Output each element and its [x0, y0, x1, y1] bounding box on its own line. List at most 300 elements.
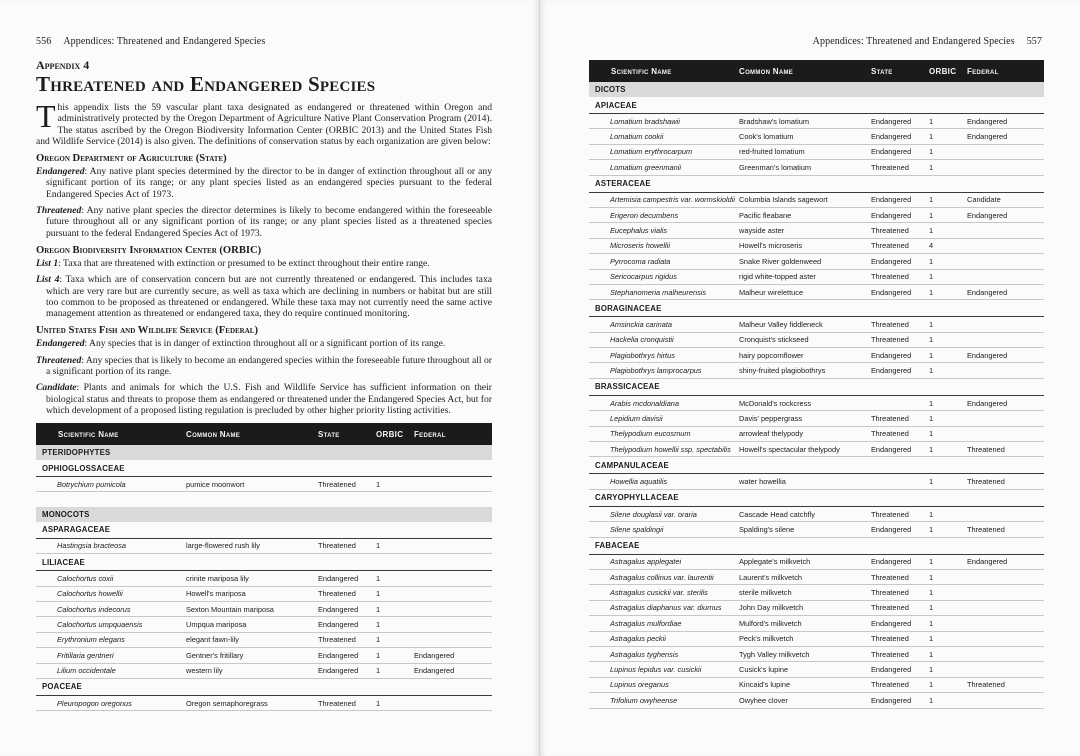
state-status-cell: Endangered: [871, 554, 929, 569]
federal-status-cell: [967, 646, 1044, 661]
table-row: [589, 693, 1044, 708]
federal-status-cell: [414, 601, 492, 616]
orbic-status-cell: 1: [376, 477, 414, 492]
definition-federal-candidate: [36, 382, 492, 416]
table-header-row: [589, 60, 1044, 82]
state-status-cell: Threatened: [318, 538, 376, 553]
table-row: [36, 695, 492, 710]
federal-status-cell: [967, 600, 1044, 615]
right-running-head: [813, 36, 1042, 47]
orbic-status-cell: 1: [376, 586, 414, 601]
table-row: [589, 395, 1044, 410]
table-row: [36, 648, 492, 663]
federal-status-cell: [414, 571, 492, 586]
header-common-name: Common Name: [186, 423, 318, 445]
species-table-left: [36, 423, 492, 711]
scientific-name-cell: Artemisia campestris var. wormskioldii: [589, 192, 739, 207]
scientific-name-cell: Botrychium pumicola: [36, 477, 186, 492]
federal-status-cell: Endangered: [967, 348, 1044, 363]
federal-status-cell: [967, 426, 1044, 441]
scientific-name-cell: Howellia aquatilis: [589, 474, 739, 489]
orbic-status-cell: 1: [929, 631, 967, 646]
header-orbic: ORBIC: [376, 423, 414, 445]
scientific-name-cell: Lomatium erythrocarpum: [589, 144, 739, 159]
state-status-cell: Threatened: [871, 646, 929, 661]
family-header-row: [589, 97, 1044, 114]
common-name-cell: Malheur wirelettuce: [739, 284, 871, 299]
state-status-cell: Endangered: [871, 192, 929, 207]
header-state: State: [871, 60, 929, 82]
scientific-name-cell: Amsinckia carinata: [589, 317, 739, 332]
state-status-cell: Threatened: [871, 223, 929, 238]
table-row: [36, 601, 492, 616]
family-label: CARYOPHYLLACEAE: [589, 489, 1044, 506]
scientific-name-cell: Lomatium bradshawii: [589, 114, 739, 129]
scientific-name-cell: Lupinus oreganus: [589, 677, 739, 692]
orbic-status-cell: 1: [929, 317, 967, 332]
section-heading-orbic: Oregon Biodiversity Information Center (ORBIC): [36, 244, 262, 256]
drop-cap: T: [36, 98, 56, 134]
state-status-cell: Threatened: [318, 632, 376, 647]
state-status-cell: Threatened: [871, 426, 929, 441]
state-status-cell: Threatened: [871, 317, 929, 332]
family-header-row: [36, 460, 492, 477]
definition-orbic-list4: [36, 274, 492, 319]
federal-status-cell: [967, 317, 1044, 332]
table-row: [589, 332, 1044, 347]
federal-status-cell: Endangered: [967, 284, 1044, 299]
header-federal: Federal: [414, 423, 492, 445]
table-row: [589, 129, 1044, 144]
orbic-status-cell: 1: [929, 207, 967, 222]
common-name-cell: Bradshaw's lomatium: [739, 114, 871, 129]
family-label: BRASSICACEAE: [589, 378, 1044, 395]
family-label: BORAGINACEAE: [589, 300, 1044, 317]
common-name-cell: rigid white-topped aster: [739, 269, 871, 284]
common-name-cell: Cook's lomatium: [739, 129, 871, 144]
state-status-cell: Endangered: [871, 693, 929, 708]
state-status-cell: Threatened: [871, 600, 929, 615]
common-name-cell: Cusick's lupine: [739, 662, 871, 677]
table-row: [589, 223, 1044, 238]
orbic-status-cell: 1: [929, 506, 967, 521]
federal-status-cell: [967, 662, 1044, 677]
state-status-cell: Endangered: [871, 363, 929, 378]
table-header-row: [36, 423, 492, 445]
orbic-status-cell: 1: [929, 677, 967, 692]
state-status-cell: Threatened: [871, 160, 929, 175]
orbic-status-cell: 1: [929, 284, 967, 299]
state-status-cell: Endangered: [318, 648, 376, 663]
scientific-name-cell: Calochortus indecorus: [36, 601, 186, 616]
state-status-cell: Endangered: [871, 662, 929, 677]
orbic-status-cell: 1: [929, 442, 967, 457]
common-name-cell: Columbia Islands sagewort: [739, 192, 871, 207]
federal-status-cell: [967, 363, 1044, 378]
scientific-name-cell: Astragalus diaphanus var. diurnus: [589, 600, 739, 615]
common-name-cell: Greenman's lomatium: [739, 160, 871, 175]
orbic-status-cell: 1: [929, 426, 967, 441]
federal-status-cell: Endangered: [967, 207, 1044, 222]
orbic-status-cell: 1: [929, 269, 967, 284]
definition-orbic-list1: [36, 258, 492, 269]
table-row: [589, 426, 1044, 441]
definition-term: Threatened: [36, 205, 82, 217]
table-row: [589, 506, 1044, 521]
scientific-name-cell: Calochortus umpquaensis: [36, 617, 186, 632]
right-running-head-title: Appendices: Threatened and Endangered Species: [812, 36, 1015, 47]
common-name-cell: Howell's microseris: [739, 238, 871, 253]
group-label: MONOCOTS: [36, 507, 492, 522]
scientific-name-cell: Lomatium cookii: [589, 129, 739, 144]
common-name-cell: Umpqua mariposa: [186, 617, 318, 632]
family-header-row: [36, 678, 492, 695]
orbic-status-cell: 1: [376, 617, 414, 632]
definition-text: : Taxa that are threatened with extinction or presumed to be extinct throughout their entire range.: [58, 257, 430, 269]
definition-text: : Taxa which are of conservation concern but are not currently threatened or endangered. This includes taxa which are very rare but are currently secure, as well as taxa which are declining in numbers or habitat but are still too common to be proposed as threatened or endangered. While these taxa may not currently need the same active management attention as threatened or endangered taxa, they do require continued monitoring.: [46, 274, 492, 320]
orbic-status-cell: 1: [929, 160, 967, 175]
group-header-row: [36, 507, 492, 522]
table-row: [589, 631, 1044, 646]
spacer-row: [36, 492, 492, 507]
orbic-status-cell: 1: [376, 695, 414, 710]
scientific-name-cell: Lupinus lepidus var. cusickii: [589, 662, 739, 677]
federal-status-cell: Endangered: [967, 114, 1044, 129]
scientific-name-cell: Stephanomeria malheurensis: [589, 284, 739, 299]
family-label: LILIACEAE: [36, 554, 492, 571]
federal-status-cell: [967, 693, 1044, 708]
federal-status-cell: [414, 586, 492, 601]
common-name-cell: pumice moonwort: [186, 477, 318, 492]
state-status-cell: Endangered: [871, 348, 929, 363]
federal-status-cell: [967, 160, 1044, 175]
intro-text: his appendix lists the 59 vascular plant taxa designated as endangered or threatened within Oregon and administratively protected by the Oregon Department of Agriculture Native Plant Conservation Program (2014). The status ascribed by the Oregon Biodiversity Information Center (ORBIC 2013) and the United States Fish and Wildlife Service (2014) is also given. The definitions of conservation status by each organization are given below:: [36, 102, 492, 147]
common-name-cell: hairy popcornflower: [739, 348, 871, 363]
table-row: [589, 192, 1044, 207]
common-name-cell: Kincaid's lupine: [739, 677, 871, 692]
orbic-status-cell: 1: [376, 601, 414, 616]
table-row: [589, 254, 1044, 269]
common-name-cell: Oregon semaphoregrass: [186, 695, 318, 710]
definition-term: Candidate: [36, 382, 77, 394]
federal-status-cell: [967, 254, 1044, 269]
federal-status-cell: [967, 332, 1044, 347]
state-status-cell: Threatened: [871, 585, 929, 600]
definition-text: : Any species that is in danger of extinction throughout all or a significant portion of its range.: [84, 338, 446, 350]
right-page-number: 557: [1026, 36, 1042, 47]
group-header-row: [589, 82, 1044, 97]
family-label: OPHIOGLOSSACEAE: [36, 460, 492, 477]
scientific-name-cell: Thelypodium eucosmum: [589, 426, 739, 441]
definition-text: : Plants and animals for which the U.S. Fish and Wildlife Service has sufficient information on their biological status and threats to propose them as endangered or threatened under the Endangered Species Act, but for which development of a proposed listing regulation is precluded by other higher priority listing activities.: [46, 382, 492, 416]
definition-term: Threatened: [36, 354, 82, 366]
federal-status-cell: Candidate: [967, 192, 1044, 207]
scientific-name-cell: Astragalus applegatei: [589, 554, 739, 569]
orbic-status-cell: 1: [929, 474, 967, 489]
state-status-cell: Threatened: [871, 631, 929, 646]
table-row: [36, 617, 492, 632]
state-status-cell: Threatened: [871, 677, 929, 692]
table-row: [589, 474, 1044, 489]
scientific-name-cell: Pyrrocoma radiata: [589, 254, 739, 269]
federal-status-cell: [967, 631, 1044, 646]
federal-status-cell: [967, 144, 1044, 159]
orbic-status-cell: 1: [929, 585, 967, 600]
definition-term: Endangered: [36, 338, 85, 350]
scientific-name-cell: Arabis mcdonaldiana: [589, 395, 739, 410]
state-status-cell: Endangered: [318, 571, 376, 586]
appendix-text: [36, 58, 492, 421]
scientific-name-cell: Astragalus peckii: [589, 631, 739, 646]
state-status-cell: Endangered: [871, 284, 929, 299]
orbic-status-cell: 1: [929, 114, 967, 129]
table-row: [36, 538, 492, 553]
left-page-number: 556: [36, 36, 52, 47]
orbic-status-cell: 1: [376, 632, 414, 647]
common-name-cell: John Day milkvetch: [739, 600, 871, 615]
definition-term: List 1: [36, 257, 59, 269]
definition-text: : Any species that is likely to become an endangered species within the foreseeable future throughout all or a significant portion of its range.: [46, 354, 492, 378]
orbic-status-cell: 1: [929, 554, 967, 569]
orbic-status-cell: 1: [929, 411, 967, 426]
common-name-cell: shiny-fruited plagiobothrys: [739, 363, 871, 378]
scientific-name-cell: Trifolium owyheense: [589, 693, 739, 708]
federal-status-cell: Threatened: [967, 442, 1044, 457]
state-status-cell: [871, 395, 929, 410]
orbic-status-cell: 1: [929, 522, 967, 537]
header-scientific-name: Scientific Name: [36, 423, 186, 445]
table-row: [589, 348, 1044, 363]
table-row: [589, 522, 1044, 537]
state-status-cell: Threatened: [871, 238, 929, 253]
orbic-status-cell: 1: [929, 395, 967, 410]
common-name-cell: Cascade Head catchfly: [739, 506, 871, 521]
scientific-name-cell: Plagiobothrys lamprocarpus: [589, 363, 739, 378]
header-federal: Federal: [967, 60, 1044, 82]
common-name-cell: wayside aster: [739, 223, 871, 238]
state-status-cell: Endangered: [871, 207, 929, 222]
orbic-status-cell: 1: [929, 616, 967, 631]
definition-federal-threatened: [36, 355, 492, 378]
common-name-cell: Mulford's milkvetch: [739, 616, 871, 631]
scientific-name-cell: Astragalus tyghensis: [589, 646, 739, 661]
family-label: ASTERACEAE: [589, 175, 1044, 192]
state-status-cell: Threatened: [871, 332, 929, 347]
family-header-row: [36, 554, 492, 571]
orbic-status-cell: 1: [376, 663, 414, 678]
common-name-cell: Spalding's silene: [739, 522, 871, 537]
table-row: [589, 284, 1044, 299]
scientific-name-cell: Erigeron decumbens: [589, 207, 739, 222]
definition-federal-endangered: [36, 338, 492, 349]
common-name-cell: western lily: [186, 663, 318, 678]
state-status-cell: Endangered: [871, 522, 929, 537]
scientific-name-cell: Eucephalus vialis: [589, 223, 739, 238]
table-row: [589, 207, 1044, 222]
orbic-status-cell: 1: [376, 538, 414, 553]
common-name-cell: large-flowered rush lily: [186, 538, 318, 553]
common-name-cell: Laurent's milkvetch: [739, 569, 871, 584]
table-row: [36, 586, 492, 601]
common-name-cell: water howellia: [739, 474, 871, 489]
common-name-cell: Tygh Valley milkvetch: [739, 646, 871, 661]
state-status-cell: Threatened: [318, 586, 376, 601]
common-name-cell: Howell's spectacular thelypody: [739, 442, 871, 457]
family-label: ASPARAGACEAE: [36, 522, 492, 539]
orbic-status-cell: 1: [929, 646, 967, 661]
state-status-cell: Endangered: [318, 617, 376, 632]
family-header-row: [589, 489, 1044, 506]
common-name-cell: crinite mariposa lily: [186, 571, 318, 586]
state-status-cell: Threatened: [871, 569, 929, 584]
left-running-head: [36, 36, 265, 47]
state-status-cell: Endangered: [318, 663, 376, 678]
appendix-label: Appendix 4: [36, 58, 90, 72]
state-status-cell: Threatened: [871, 269, 929, 284]
section-heading-state: Oregon Department of Agriculture (State): [36, 153, 227, 165]
scientific-name-cell: Astragalus collinus var. laurentii: [589, 569, 739, 584]
federal-status-cell: Endangered: [414, 648, 492, 663]
common-name-cell: Peck's milkvetch: [739, 631, 871, 646]
scientific-name-cell: Calochortus coxii: [36, 571, 186, 586]
table-row: [589, 554, 1044, 569]
table-row: [589, 114, 1044, 129]
table-row: [589, 677, 1044, 692]
federal-status-cell: Endangered: [967, 395, 1044, 410]
federal-status-cell: [967, 411, 1044, 426]
species-table-right: [589, 60, 1044, 709]
scientific-name-cell: Lomatium greenmanii: [589, 160, 739, 175]
federal-status-cell: Threatened: [967, 677, 1044, 692]
common-name-cell: Cronquist's stickseed: [739, 332, 871, 347]
family-label: FABACEAE: [589, 537, 1044, 554]
header-common-name: Common Name: [739, 60, 871, 82]
orbic-status-cell: 1: [929, 144, 967, 159]
orbic-status-cell: 1: [929, 254, 967, 269]
state-status-cell: Endangered: [871, 144, 929, 159]
left-running-head-title: Appendices: Threatened and Endangered Species: [63, 36, 266, 47]
scientific-name-cell: Silene spaldingii: [589, 522, 739, 537]
table-row: [589, 238, 1044, 253]
state-status-cell: Endangered: [871, 129, 929, 144]
header-orbic: ORBIC: [929, 60, 967, 82]
federal-status-cell: [414, 632, 492, 647]
common-name-cell: Davis' peppergrass: [739, 411, 871, 426]
header-scientific-name: Scientific Name: [589, 60, 739, 82]
table-row: [36, 663, 492, 678]
table-row: [589, 442, 1044, 457]
table-row: [589, 411, 1044, 426]
orbic-status-cell: 1: [929, 223, 967, 238]
state-status-cell: Threatened: [871, 411, 929, 426]
table-row: [589, 600, 1044, 615]
definition-state-endangered: [36, 166, 492, 200]
scientific-name-cell: Hackelia cronquistii: [589, 332, 739, 347]
page-title: Threatened and Endangered Species: [36, 72, 376, 96]
family-label: POACEAE: [36, 678, 492, 695]
federal-status-cell: [414, 695, 492, 710]
orbic-status-cell: 4: [929, 238, 967, 253]
federal-status-cell: Endangered: [414, 663, 492, 678]
orbic-status-cell: 1: [929, 693, 967, 708]
common-name-cell: arrowleaf thelypody: [739, 426, 871, 441]
table-row: [589, 317, 1044, 332]
header-state: State: [318, 423, 376, 445]
state-status-cell: Threatened: [318, 695, 376, 710]
table-row: [36, 477, 492, 492]
table-row: [589, 363, 1044, 378]
federal-status-cell: [967, 585, 1044, 600]
scientific-name-cell: Microseris howellii: [589, 238, 739, 253]
spacer-cell: [36, 492, 492, 507]
federal-status-cell: [967, 616, 1044, 631]
common-name-cell: sterile milkvetch: [739, 585, 871, 600]
federal-status-cell: [967, 269, 1044, 284]
table-row: [36, 632, 492, 647]
orbic-status-cell: 1: [929, 129, 967, 144]
scientific-name-cell: Lepidium davisii: [589, 411, 739, 426]
group-header-row: [36, 445, 492, 460]
table-row: [36, 571, 492, 586]
orbic-status-cell: 1: [929, 348, 967, 363]
state-status-cell: Endangered: [871, 616, 929, 631]
federal-status-cell: [967, 569, 1044, 584]
group-label: DICOTS: [589, 82, 1044, 97]
definition-term: List 4: [36, 274, 60, 286]
orbic-status-cell: 1: [929, 332, 967, 347]
family-header-row: [36, 522, 492, 539]
common-name-cell: Pacific fleabane: [739, 207, 871, 222]
scientific-name-cell: Pleuropogon oregonus: [36, 695, 186, 710]
table-row: [589, 569, 1044, 584]
table-body: [36, 445, 492, 711]
intro-paragraph: [36, 98, 492, 147]
federal-status-cell: [967, 238, 1044, 253]
common-name-cell: Applegate's milkvetch: [739, 554, 871, 569]
section-heading-federal: United States Fish and Wildlife Service (Federal): [36, 325, 258, 337]
table-row: [589, 646, 1044, 661]
orbic-status-cell: 1: [929, 600, 967, 615]
scientific-name-cell: Thelypodium howellii ssp. spectabilis: [589, 442, 739, 457]
common-name-cell: Owyhee clover: [739, 693, 871, 708]
scientific-name-cell: Astragalus mulfordiae: [589, 616, 739, 631]
common-name-cell: Gentner's fritillary: [186, 648, 318, 663]
orbic-status-cell: 1: [376, 648, 414, 663]
federal-status-cell: Endangered: [967, 129, 1044, 144]
definition-text: : Any native plant species determined by the director to be in danger of extinction throughout all or any significant portion of its range; or any plant species listed as an endangered species pursuant to the federal Endangered Species Act of 1973.: [46, 166, 492, 200]
scientific-name-cell: Fritillaria gentneri: [36, 648, 186, 663]
scientific-name-cell: Astragalus cusickii var. sterilis: [589, 585, 739, 600]
state-status-cell: Threatened: [871, 506, 929, 521]
scientific-name-cell: Silene douglasii var. oraria: [589, 506, 739, 521]
scientific-name-cell: Hastingsia bracteosa: [36, 538, 186, 553]
orbic-status-cell: 1: [929, 192, 967, 207]
table-row: [589, 616, 1044, 631]
table-row: [589, 585, 1044, 600]
definition-state-threatened: [36, 205, 492, 239]
common-name-cell: Sexton Mountain mariposa: [186, 601, 318, 616]
federal-status-cell: [414, 538, 492, 553]
state-status-cell: [871, 474, 929, 489]
federal-status-cell: [414, 617, 492, 632]
family-header-row: [589, 300, 1044, 317]
orbic-status-cell: 1: [929, 569, 967, 584]
state-status-cell: Endangered: [871, 254, 929, 269]
group-label: PTERIDOPHYTES: [36, 445, 492, 460]
common-name-cell: Snake River goldenweed: [739, 254, 871, 269]
table-row: [589, 662, 1044, 677]
federal-status-cell: [967, 223, 1044, 238]
